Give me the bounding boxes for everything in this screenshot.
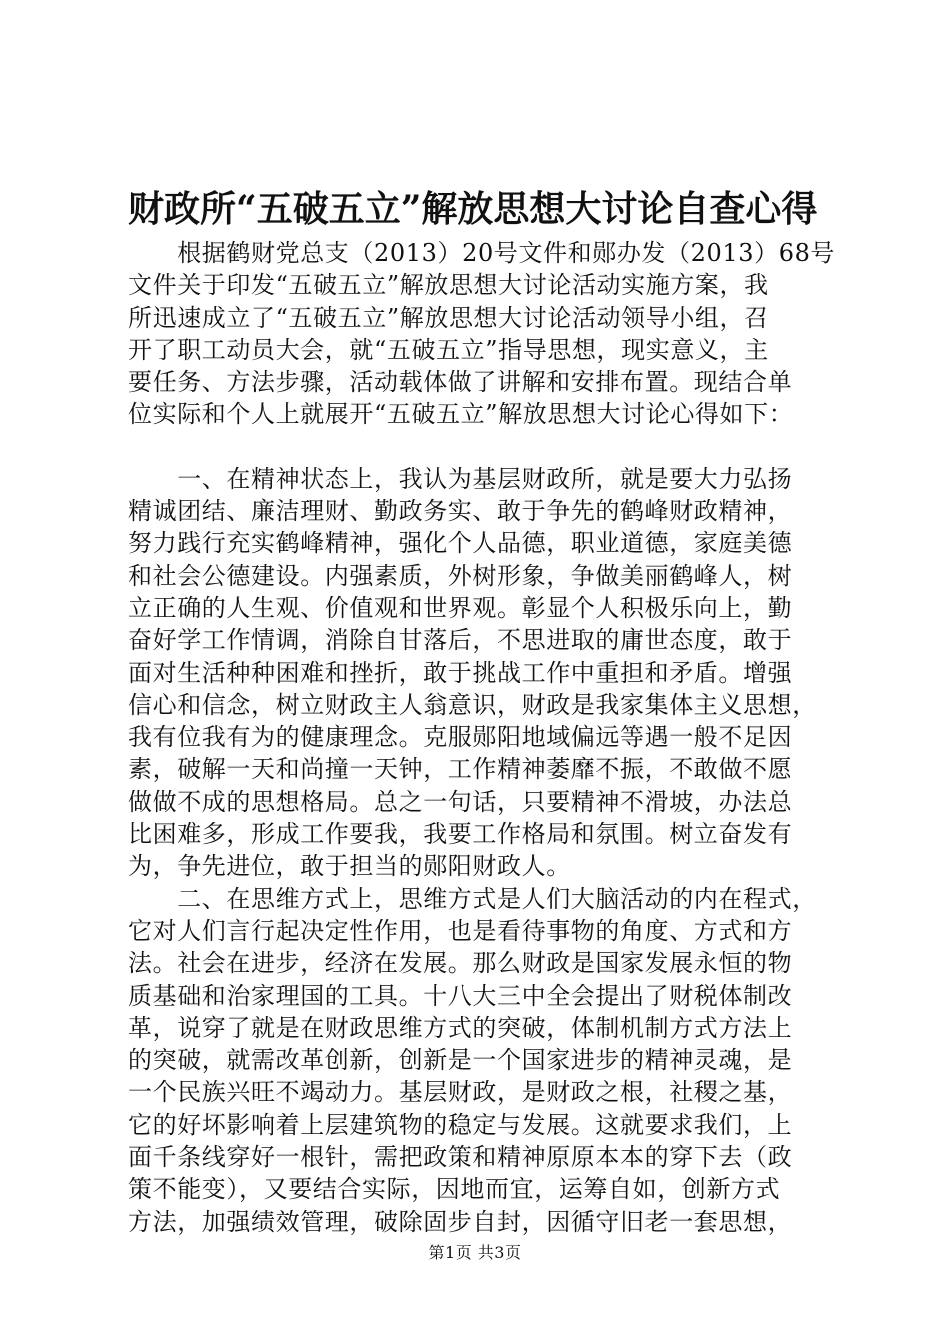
paragraph-section-one: 一、在精神状态上，我认为基层财政所，就是要大力弘扬 精诚团结、廉洁理财、勤政务实、敢于争先的鹤峰财政精神， 努力践行充实鹤峰精神，强化个人品德，职业道德，家庭美德 和社会公德建设。内强素质，外树形象，争做美丽鹤峰人，树 立正确的人生观、价值观和世界观。彰显个人积极乐向上，勤 奋好学工作情调，消除自甘落后，不思进取的庸世态度，敢于 面对生活种种困难和挫折，敢于挑战工作中重担和矛盾。增强 信心和信念，树立财政主人翁意识，财政是我家集体主义思想， 我有位我有为的健康理念。克服郧阳地域偏远等遇一般不足因 素，破解一天和尚撞一天钟，工作精神萎靡不振，不敢做不愿 做做不成的思想格局。总之一句话，只要精神不滑坡，办法总 比困难多，形成工作要我，我要工作格局和氛围。树立奋发有 为，争先进位，敢于担当的郧阳财政人。: [128, 464, 817, 881]
document-title: 财政所“五破五立”解放思想大讨论自查心得: [128, 188, 818, 230]
paragraph-intro: 根据鹤财党总支（2013）20号文件和郧办发（2013）68号 文件关于印发“五破五立”解放思想大讨论活动实施方案，我 所迅速成立了“五破五立”解放思想大讨论活动领导小组，召 开了职工动员大会，就“五破五立”指导思想，现实意义，主 要任务、方法步骤，活动载体做了讲解和安排布置。现结合单 位实际和个人上就展开“五破五立”解放思想大讨论心得如下：: [128, 239, 836, 429]
document-body: [128, 237, 836, 1238]
paragraph-spacer: [128, 431, 836, 463]
page-number-footer: 第1页 共3页: [428, 1243, 522, 1262]
paragraph-section-two: 二、在思维方式上，思维方式是人们大脑活动的内在程式， 它对人们言行起决定性作用，也是看待事物的角度、方式和方 法。社会在进步，经济在发展。那么财政是国家发展永恒的物 质基础和治家理国的工具。十八大三中全会提出了财税体制改 革，说穿了就是在财政思维方式的突破，体制机制方式方法上 的突破，就需改革创新，创新是一个国家进步的精神灵魂，是 一个民族兴旺不竭动力。基层财政，是财政之根，社稷之基， 它的好坏影响着上层建筑物的稳定与发展。这就要求我们，上 面千条线穿好一根针，需把政策和精神原原本本的穿下去（政 策不能变），又要结合实际，因地而宜，运筹自如，创新方式 方法，加强绩效管理，破除固步自封，因循守旧老一套思想，: [128, 884, 817, 1236]
